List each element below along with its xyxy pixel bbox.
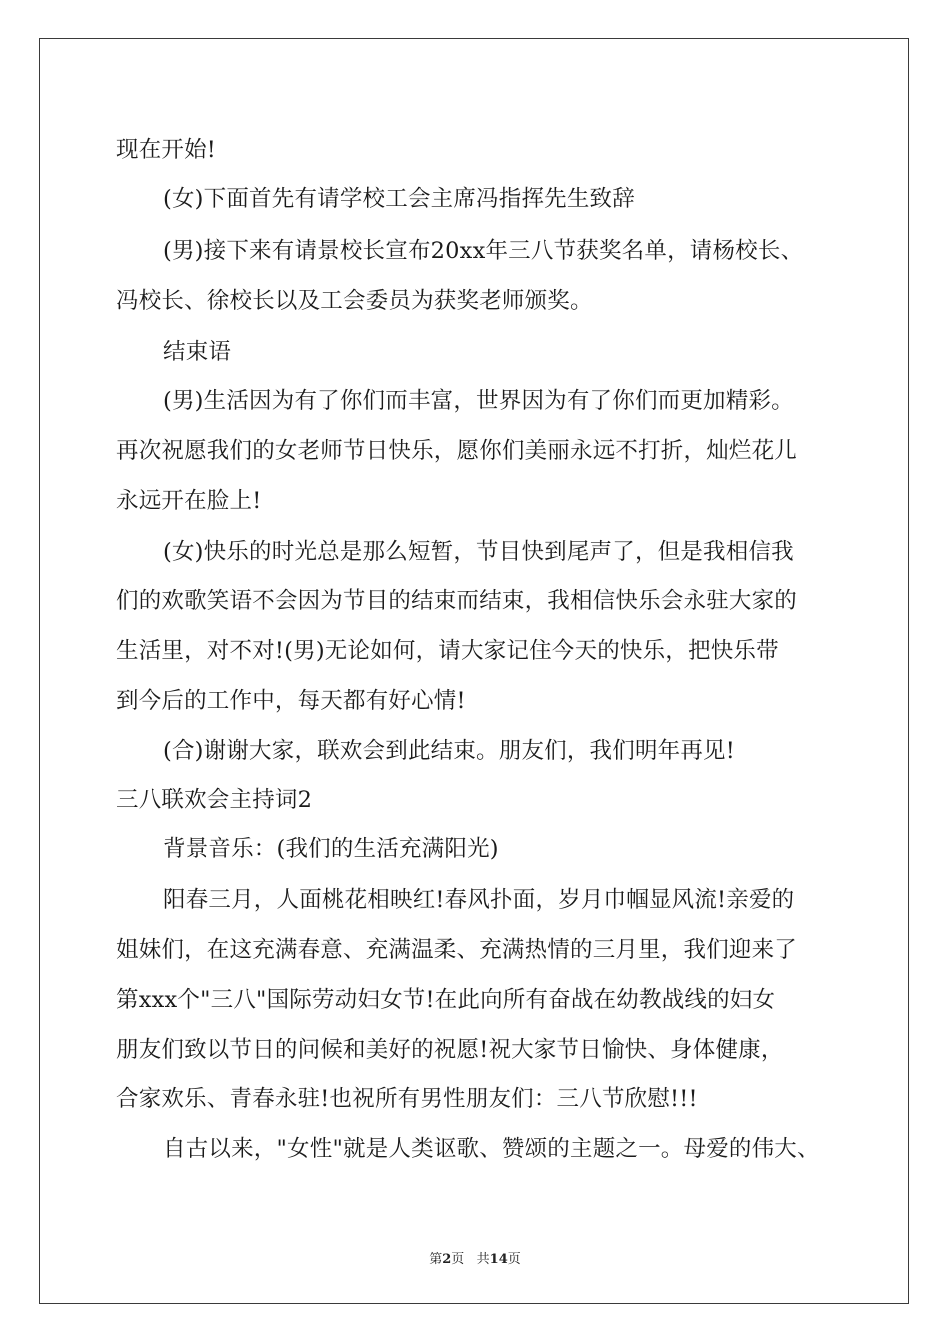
text-line: (男)接下来有请景校长宣布20xx年三八节获奖名单，请杨校长、	[163, 238, 804, 264]
page-border	[39, 38, 909, 1304]
text-line: 生活里，对不对!(男)无论如何，请大家记住今天的快乐，把快乐带	[116, 638, 779, 664]
text-line: 第xxx个"三八"国际劳动妇女节!在此向所有奋战在幼教战线的妇女	[116, 987, 776, 1013]
text-line: 们的欢歌笑语不会因为节目的结束而结束，我相信快乐会永驻大家的	[116, 588, 798, 614]
document-title: 三八联欢会主持词2	[116, 787, 313, 813]
page-total: 14	[489, 1252, 508, 1267]
text-line: 阳春三月，人面桃花相映红!春风扑面，岁月巾帼显风流!亲爱的	[163, 887, 795, 913]
section-heading: 结束语	[163, 339, 232, 365]
text-line: 背景音乐：(我们的生活充满阳光)	[163, 836, 499, 862]
text-line: (女)下面首先有请学校工会主席冯指挥先生致辞	[163, 186, 635, 212]
text-line: 再次祝愿我们的女老师节日快乐，愿你们美丽永远不打折，灿烂花儿	[116, 438, 798, 464]
text-line: 姐妹们，在这充满春意、充满温柔、充满热情的三月里，我们迎来了	[116, 937, 798, 963]
text-line: 冯校长、徐校长以及工会委员为获奖老师颁奖。	[116, 288, 593, 314]
text-line: 永远开在脸上!	[116, 488, 262, 514]
page-current: 2	[442, 1252, 452, 1267]
text-line: (合)谢谢大家，联欢会到此结束。朋友们，我们明年再见!	[163, 738, 735, 764]
page-label-suffix: 页	[507, 1252, 521, 1267]
page-label-mid: 页 共	[451, 1252, 490, 1267]
text-line: 朋友们致以节日的问候和美好的祝愿!祝大家节日愉快、身体健康，	[116, 1037, 784, 1063]
text-line: (女)快乐的时光总是那么短暂，节目快到尾声了，但是我相信我	[163, 539, 794, 565]
page-label-prefix: 第	[429, 1252, 443, 1267]
page-footer	[0, 1248, 950, 1267]
text-line: 自古以来，"女性"就是人类讴歌、赞颂的主题之一。母爱的伟大、	[163, 1136, 820, 1162]
text-line: 合家欢乐、青春永驻!也祝所有男性朋友们：三八节欣慰!!!	[116, 1086, 698, 1112]
text-line: 现在开始!	[116, 137, 217, 163]
text-line: (男)生活因为有了你们而丰富，世界因为有了你们而更加精彩。	[163, 388, 794, 414]
text-line: 到今后的工作中，每天都有好心情!	[116, 688, 466, 714]
